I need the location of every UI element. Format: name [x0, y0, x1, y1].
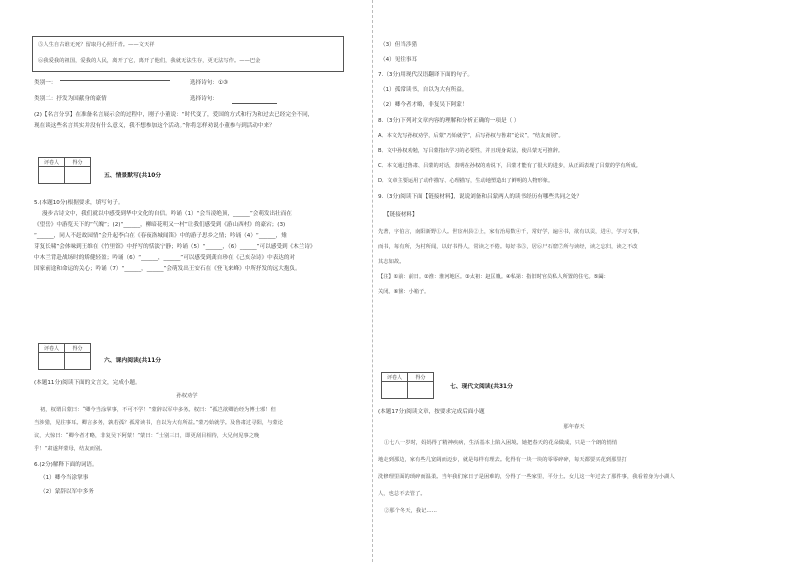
section-6-intro: (本题11分)阅读下面的文言文，完成小题。 [34, 380, 141, 386]
score-header-score: 得分 [65, 158, 91, 167]
passage-title: 孙权劝学 [176, 393, 198, 399]
link-material-title: 【链接材料】 [384, 212, 418, 218]
score-header-score: 得分 [408, 373, 434, 382]
score-box [38, 157, 91, 184]
option-a[interactable]: A．本文先写孙权劝学，后蒙“乃始就学”，后写孙权与鲁肃“论议”，“结友而别”。 [378, 133, 564, 139]
section-5-text: 《望岳》中游览天下的“气魄”；(2)“______，柳暗花明又一村”让我们感受到《游山西村》的豪宕；(3) [34, 222, 286, 228]
quote-line: ⑥我爱我的祖国，爱我的人民，离开了它，离开了他们，我就无法生存，更无法写作。——巴金 [38, 58, 261, 64]
grader-cell[interactable] [382, 382, 408, 399]
question-6-item: （2）蒙辞以军中多务 [40, 489, 94, 495]
question-7-item: （2）卿今者才略，非复吴下阿蒙！ [380, 102, 468, 108]
score-box [381, 372, 434, 399]
question-7: 7.（3分)用现代汉语翻译下面的句子。 [378, 72, 473, 78]
question-6-item: （4）见往事耳 [380, 57, 418, 63]
left-column [32, 0, 366, 562]
option-c[interactable]: C．本文通过鲁肃、吕蒙的对话，表明在孙权的劝说下，吕蒙才能有了很大的进步，从正面表现了吕蒙的学有所成。 [378, 163, 641, 169]
section-5-text: 中木兰背赴战场时的矫健轻盈；吟诵（6）“______，______”可以感受到龚自珍在《己亥杂诗》中表达的对 [34, 255, 296, 261]
passage-line: 洗修理里面的琐碎而温柔。当年我们家日子是困难的，分得了一些家里，平分土。女儿这一年过去了那件事，我看着身为小湖人 [378, 474, 675, 480]
passage-line: 议，大惊曰：“卿今者才略，非复吴下阿蒙！”蒙曰：“士别三日，即更刮目相待，大兄何见事之晚 [34, 433, 260, 439]
score-box [38, 343, 91, 370]
question-7-item: （1）孤常读书，自以为大有所益。 [380, 87, 468, 93]
score-header-grader: 评卷人 [39, 344, 65, 353]
score-cell[interactable] [65, 167, 91, 184]
question-6-item: （1）卿今当涂掌事 [40, 475, 89, 481]
quote-line: ⑤人生自古谁无死？留取丹心照汗青。——文天祥 [38, 42, 155, 48]
question-2-line: (2)【名言分享】在准备名言展示会的过程中，刚子小董说：“时代变了，爱国的方式和行为和过去已经完全不同， [34, 112, 314, 118]
section-5-text: 漫步古诗文中，我们就以中感受到华中文化的自信。吟诵（1）“会当凌绝顶，______”会萌发出壮而在 [42, 211, 292, 217]
question-2-line: 现在谈这些名言其实并没有什么意义，我不想参加这个活动。”你将怎样劝说小董参与到活动中来？ [34, 123, 275, 129]
question-8: 8.（3分)下列对文章内容的理解和分析正确的一项是（ ） [378, 118, 520, 124]
passage-line: 当涉猎，见往事耳。卿言多务，孰若孤？孤常读书，自以为大有所益。”蒙乃始就学。及鲁肃过寻阳，与蒙论 [34, 420, 284, 426]
grader-cell[interactable] [39, 353, 65, 370]
category-one-label: 类别一： [34, 80, 57, 86]
score-cell[interactable] [408, 382, 434, 399]
category-two-blank[interactable] [232, 103, 277, 104]
annotation: 【注】①前：前日。②淮：淮河地区。③太祖：赵匡胤。④私第：指旧时官员私人所置的住宅。⑤阖： [378, 274, 609, 280]
score-header-score: 得分 [65, 344, 91, 353]
section-7-intro: (本题17分)阅读文章，按要求完成后面小题 [378, 409, 485, 415]
passage-title: 那年春天 [563, 424, 585, 430]
right-column [378, 0, 770, 562]
option-b[interactable]: B．文中孙权劝勉，写吕蒙指出学习的必要性，并且现身说法，使吕蒙无可推辞。 [378, 148, 564, 154]
link-material-line: 其志如故。 [378, 259, 405, 265]
passage-line: ①七八一岁时，妈妈得了精神疾病，生活基本上陷入困境。她把春天的花朵做成，只是一个朗的悄悄 [384, 440, 618, 446]
passage-line: ②那个冬天，我记…… [384, 508, 437, 514]
section-5-text: 芽复长啸”会体味到王维在《竹里馆》中抒写的恬淡宁静；吟诵（5）“______，（6）______”可以感受到《木兰诗》 [34, 244, 316, 250]
category-one-blank[interactable] [60, 80, 170, 81]
link-material-line: 先著，字伯言，南阳新野①人。世宦州县②上，家有治易数④千，常好学，遍④书，欲有以贡，进④，学习文事， [378, 229, 643, 235]
option-d[interactable]: D．文章主要运用了动作描写、心理描写，生动地塑造出了鲜明的人物形象。 [378, 178, 554, 184]
section-7-title: 七、现代文阅读(共31分 [450, 384, 513, 390]
passage-line: 乎！”肃遂拜蒙母，结友而别。 [34, 446, 106, 452]
column-divider [372, 0, 373, 562]
category-one-selection: 选择诗句：①③ [190, 80, 228, 86]
section-5-text: 国家前途和命运的关心；吟诵（7）“______，______”会萌发出王安石在《登飞来峰》中所抒发的远大抱负。 [34, 266, 301, 272]
annotation: 关闭。⑥箧：小箱子。 [378, 289, 430, 295]
category-two-selection: 选择诗句： [190, 96, 218, 102]
score-header-grader: 评卷人 [382, 373, 408, 382]
score-cell[interactable] [65, 353, 91, 370]
question-6: 6.(2分)解释下面的词语。 [34, 462, 98, 468]
score-header-grader: 评卷人 [39, 158, 65, 167]
section-6-title: 六、课内阅读(共11分 [104, 358, 162, 364]
section-5-intro: 5.(本题10分)根据要求，填写句子。 [34, 200, 124, 206]
section-5-text: “______，同人不赶故园情”会升起李白在《春夜洛城闻笛》中的游子思乡之情；吟诵（4）“______，雉 [34, 233, 287, 239]
link-material-line: 而书，每有所，为村所闻，以好书得人，常读之不倦。每好书⑤，居⑥尸石窟⑦所与读经，读之忘归，读之不改 [378, 244, 638, 250]
category-two-label: 类别二：抒发为国献身的豪情 [34, 96, 107, 102]
section-5-title: 五、情景默写(共10分 [104, 173, 162, 179]
question-6-item: （3）但当涉猎 [380, 42, 418, 48]
question-9: 9.（3分)阅读下面【链接材料】，说说刘备和吕蒙两人的读书经历有哪些共同之处？ [378, 194, 583, 200]
passage-line: 初，权谓吕蒙曰：“卿今当涂掌事，不可不学！”蒙辞以军中多务。权曰：“孤岂欲卿治经为博士邪！但 [40, 407, 276, 413]
passage-line: 地走到那边，家有些几宽阔而迈步，就是每样有理去。化得有一块一块的零零碎碎，每天都要买花到那里打 [378, 457, 627, 463]
passage-line: 人，也总不去管了。 [378, 491, 426, 497]
grader-cell[interactable] [39, 167, 65, 184]
